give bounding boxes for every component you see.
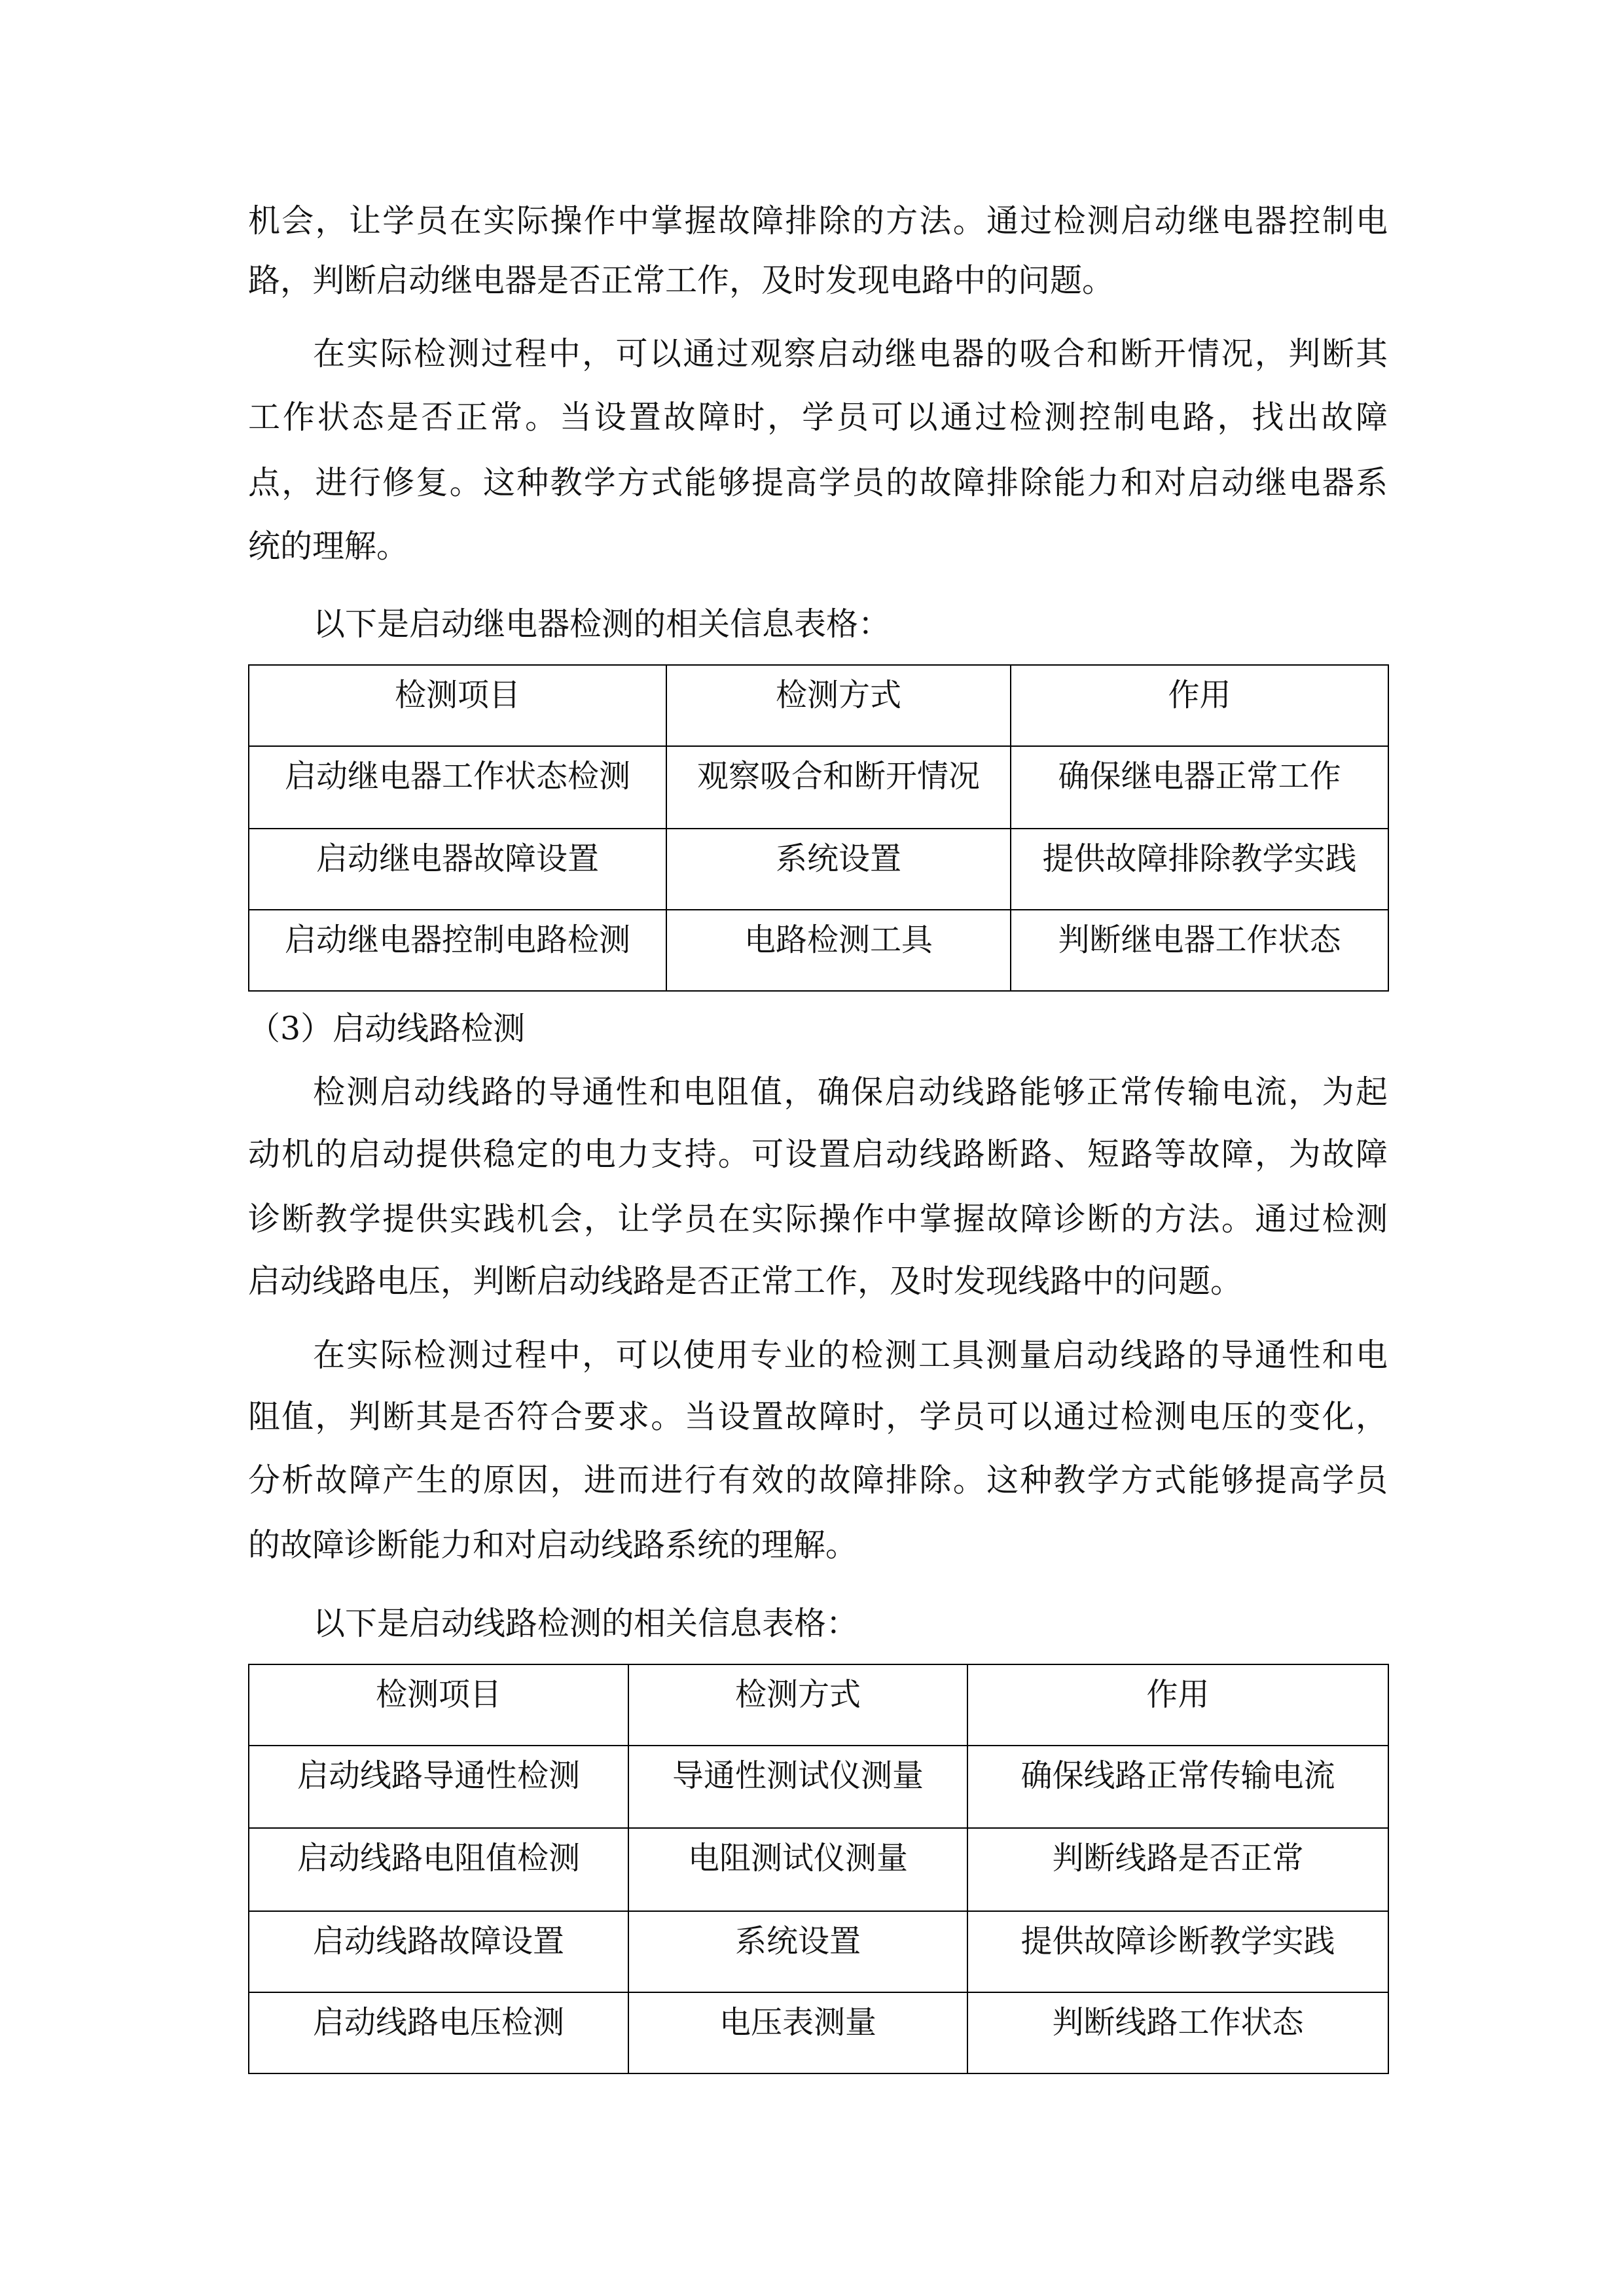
table-row [249,1992,1388,2073]
table-row [249,746,1388,829]
table-header-cell: 作用 [967,1664,1388,1746]
table-cell: 判断继电器工作状态 [1011,910,1388,991]
table-cell: 启动线路导通性检测 [249,1746,628,1828]
table-header-cell: 检测方式 [666,665,1011,746]
circuit-table [248,1664,1389,2074]
table-cell: 电路检测工具 [666,910,1011,991]
table-cell: 确保继电器正常工作 [1011,746,1388,829]
table-row [249,1828,1388,1911]
paragraph-line: 动机的启动提供稳定的电力支持。可设置启动线路断路、短路等故障，为故障 [248,1136,1388,1173]
table-header-cell: 检测方式 [628,1664,967,1746]
table-cell: 系统设置 [666,829,1011,910]
paragraph-line: 路，判断启动继电器是否正常工作，及时发现电路中的问题。 [248,262,1115,299]
paragraph-line: 启动线路电压，判断启动线路是否正常工作，及时发现线路中的问题。 [248,1263,1243,1300]
paragraph-line: 诊断教学提供实践机会，让学员在实际操作中掌握故障诊断的方法。通过检测 [248,1200,1388,1238]
table-cell: 判断线路工作状态 [967,1992,1388,2073]
paragraph-line: 点，进行修复。这种教学方式能够提高学员的故障排除能力和对启动继电器系 [248,464,1388,501]
table-cell: 启动继电器故障设置 [249,829,666,910]
paragraph-line: 工作状态是否正常。当设置故障时，学员可以通过检测控制电路，找出故障 [248,399,1388,436]
table-cell: 观察吸合和断开情况 [666,746,1011,829]
table-row [249,1746,1388,1828]
paragraph-line: 机会，让学员在实际操作中掌握故障排除的方法。通过检测启动继电器控制电 [248,202,1388,240]
table-header-row [249,665,1388,746]
paragraph-line: 的故障诊断能力和对启动线路系统的理解。 [248,1526,858,1564]
table-cell: 判断线路是否正常 [967,1828,1388,1911]
table-cell: 启动继电器控制电路检测 [249,910,666,991]
table-row [249,829,1388,910]
paragraph-line: 以下是启动继电器检测的相关信息表格： [313,605,891,643]
table-cell: 提供故障诊断教学实践 [967,1911,1388,1992]
table-cell: 启动线路电压检测 [249,1992,628,2073]
table-cell: 导通性测试仪测量 [628,1746,967,1828]
table-row [249,1911,1388,1992]
table-cell: 电压表测量 [628,1992,967,2073]
table-row [249,910,1388,991]
table-cell: 提供故障排除教学实践 [1011,829,1388,910]
relay-table [248,664,1389,992]
table-cell: 电阻测试仪测量 [628,1828,967,1911]
table-cell: 系统设置 [628,1911,967,1992]
paragraph-line: 以下是启动线路检测的相关信息表格： [313,1605,859,1642]
table-cell: 启动继电器工作状态检测 [249,746,666,829]
table-header-cell: 作用 [1011,665,1388,746]
paragraph-line: 分析故障产生的原因，进而进行有效的故障排除。这种教学方式能够提高学员 [248,1462,1388,1499]
paragraph-line: 在实际检测过程中，可以使用专业的检测工具测量启动线路的导通性和电 [313,1336,1388,1374]
paragraph-line: 在实际检测过程中，可以通过观察启动继电器的吸合和断开情况，判断其 [313,335,1388,372]
paragraph-line: 检测启动线路的导通性和电阻值，确保启动线路能够正常传输电流，为起 [313,1073,1388,1111]
section-heading: （3）启动线路检测 [248,1010,526,1047]
table-cell: 确保线路正常传输电流 [967,1746,1388,1828]
paragraph-line: 统的理解。 [248,528,409,565]
table-header-row [249,1664,1388,1746]
table-header-cell: 检测项目 [249,1664,628,1746]
table-header-cell: 检测项目 [249,665,666,746]
paragraph-line: 阻值，判断其是否符合要求。当设置故障时，学员可以通过检测电压的变化， [248,1398,1388,1435]
table-cell: 启动线路电阻值检测 [249,1828,628,1911]
table-cell: 启动线路故障设置 [249,1911,628,1992]
